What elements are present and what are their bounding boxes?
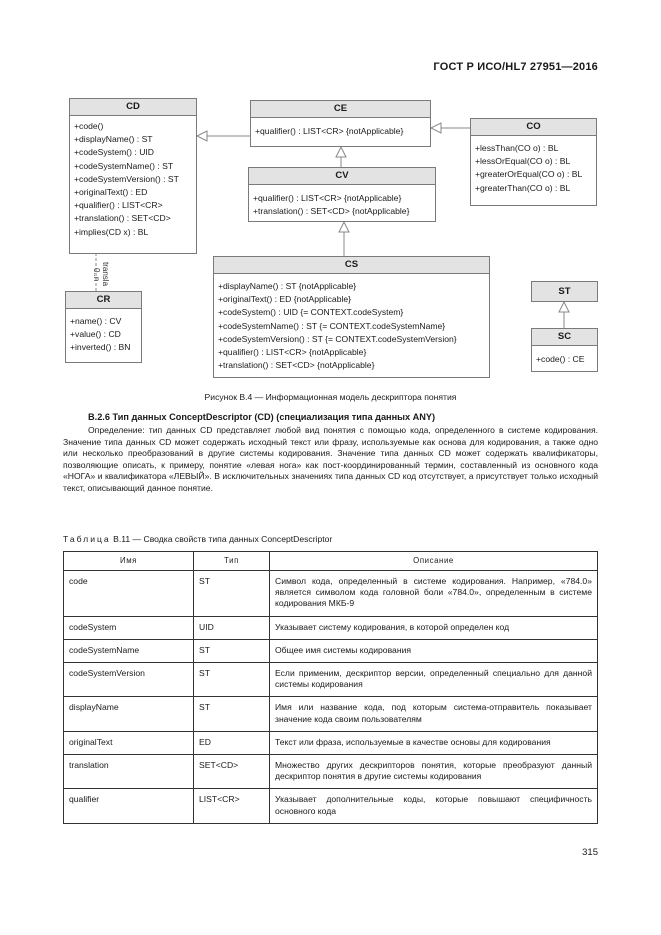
cell-description: Имя или название кода, под которым система-отправитель показывает значение кода своим пользователям [270,697,598,731]
cell-type: LIST<CR> [194,789,270,823]
properties-table [63,551,598,824]
section-paragraph: Определение: тип данных CD представляет любой вид понятия с помощью кода, определенного в системе кодирования. Значение типа данных CD может содержать исходный текст или фразу, используемые как основа для кодирования, а также одно или несколько преобразований в другие системы кодирования. Значение типа данных CD может содержать квалификаторы, позволяющие описать, к примеру, понятие «левая нога» как пост-координированный термин, составленный из основного кода «НОГА» и квалификатора «ЛЕВЫЙ». В исключительных значениях типа данных CD код отсутствует, а присутствует только исходный текст, описывающий данное понятие. [63,425,598,493]
uml-class-co [470,118,597,206]
uml-class-cs [213,256,490,378]
class-co-op: +lessOrEqual(CO o) : BL [475,156,571,167]
uml-class-st [531,281,598,302]
page-header: ГОСТ Р ИСО/HL7 27951—2016 [433,61,598,73]
class-co-op: +lessThan(CO o) : BL [475,143,559,153]
table-row [64,616,598,639]
table-row [64,697,598,731]
table-row [64,571,598,617]
table-caption [63,534,332,544]
cell-name: originalText [64,731,194,754]
cell-type: ST [194,639,270,662]
class-cs-name: CS [214,257,489,274]
class-ce-op: +qualifier() : LIST<CR> {notApplicable} [255,126,404,136]
class-cr-op: +value() : CD [70,329,121,340]
uml-class-cd [69,98,197,254]
class-cd-op: +translation() : SET<CD> [74,213,171,224]
table-row [64,639,598,662]
class-cs-op: +codeSystemVersion() : ST {= CONTEXT.codeSystemVersion} [218,333,457,344]
ce-cd-generalization-arrow [197,131,207,141]
cs-cv-generalization-arrow [339,222,349,232]
page-number: 315 [582,847,598,858]
cell-name: codeSystemName [64,639,194,662]
cell-description: Текст или фраза, используемые в качестве основы для кодирования [270,731,598,754]
class-cr-name: CR [66,292,141,309]
table-caption-label: Таблица [63,534,111,544]
cell-name: qualifier [64,789,194,823]
uml-class-sc [531,328,598,372]
class-cd-op: +codeSystem() : UID [74,147,154,158]
class-cs-op: +qualifier() : LIST<CR> {notApplicable} [218,347,367,358]
class-cr-op: +inverted() : BN [70,342,131,353]
cell-description: Общее имя системы кодирования [270,639,598,662]
class-sc-op: +code() : CE [536,354,585,364]
header-name: Имя [64,552,194,571]
class-cv-op: +translation() : SET<CD> {notApplicable} [253,206,410,217]
association-role-label: transla [101,262,110,287]
class-cs-op: +originalText() : ED {notApplicable} [218,294,352,305]
table-caption-text: В.11 — Сводка свойств типа данных ConceptDescriptor [110,534,333,544]
class-co-op: +greaterOrEqual(CO o) : BL [475,169,583,180]
section-title: В.2.6 Тип данных ConceptDescriptor (CD) (специализация типа данных ANY) [88,412,436,422]
cell-description: Символ кода, определенный в системе кодирования. Например, «784.0» является символом кода головной боли «784.0», определенным в системе кодирования МКБ-9 [270,571,598,617]
class-cd-op: +qualifier() : LIST<CR> [74,200,163,211]
cell-description: Указывает дополнительные коды, которые повышают специфичность основного кода [270,789,598,823]
cell-type: ST [194,571,270,617]
co-ce-generalization-arrow [431,123,441,133]
uml-diagram [0,0,661,390]
class-cs-op: +displayName() : ST {notApplicable} [218,281,357,291]
uml-class-cv [248,167,436,222]
cell-name: displayName [64,697,194,731]
table-row [64,755,598,789]
class-cv-name: CV [249,168,435,185]
cell-type: SET<CD> [194,755,270,789]
header-description: Описание [270,552,598,571]
figure-caption: Рисунок В.4 — Информационная модель дескриптора понятия [204,392,457,402]
class-cs-op: +translation() : SET<CD> {notApplicable} [218,360,375,371]
cell-type: ST [194,663,270,697]
cell-name: code [64,571,194,617]
class-st-name: ST [532,282,597,301]
cell-description: Множество других дескрипторов понятия, которые преобразуют данный дескриптор понятия в другие системы кодирования [270,755,598,789]
class-cd-op: +codeSystemName() : ST [74,160,174,171]
sc-st-generalization-arrow [559,302,569,312]
cell-name: codeSystem [64,616,194,639]
cv-ce-generalization-arrow [336,147,346,157]
class-ce-name: CE [251,101,430,118]
class-cd-name: CD [70,99,196,116]
class-cd-op: +displayName() : ST [74,134,153,145]
cell-type: ED [194,731,270,754]
class-cs-op: +codeSystemName() : ST {= CONTEXT.codeSystemName} [218,320,446,331]
table-row [64,663,598,697]
class-cs-op: +codeSystem() : UID {= CONTEXT.codeSystem} [218,307,404,318]
uml-class-cr [65,291,142,363]
class-cd-op: +originalText() : ED [74,187,148,198]
class-co-name: CO [471,119,596,136]
header-type: Тип [194,552,270,571]
table-header-row [64,552,598,571]
class-cd-op: +implies(CD x) : BL [74,226,149,237]
class-co-op: +greaterThan(CO o) : BL [475,182,571,193]
class-cd-op: +codeSystemVersion() : ST [74,173,179,184]
class-cr-op: +name() : CV [70,316,122,326]
cell-description: Указывает систему кодирования, в которой определен код [270,616,598,639]
cell-name: codeSystemVersion [64,663,194,697]
cell-description: Если применим, дескриптор версии, определенный специально для данной системы кодирования [270,663,598,697]
table-row [64,789,598,823]
cell-type: UID [194,616,270,639]
cell-type: ST [194,697,270,731]
uml-class-ce [250,100,431,147]
class-sc-name: SC [532,329,597,346]
class-cd-op: +code() [74,121,104,131]
class-cv-op: +qualifier() : LIST<CR> {notApplicable} [253,193,402,203]
table-row [64,731,598,754]
association-multiplicity-label: 0..n [92,268,101,282]
cell-name: translation [64,755,194,789]
